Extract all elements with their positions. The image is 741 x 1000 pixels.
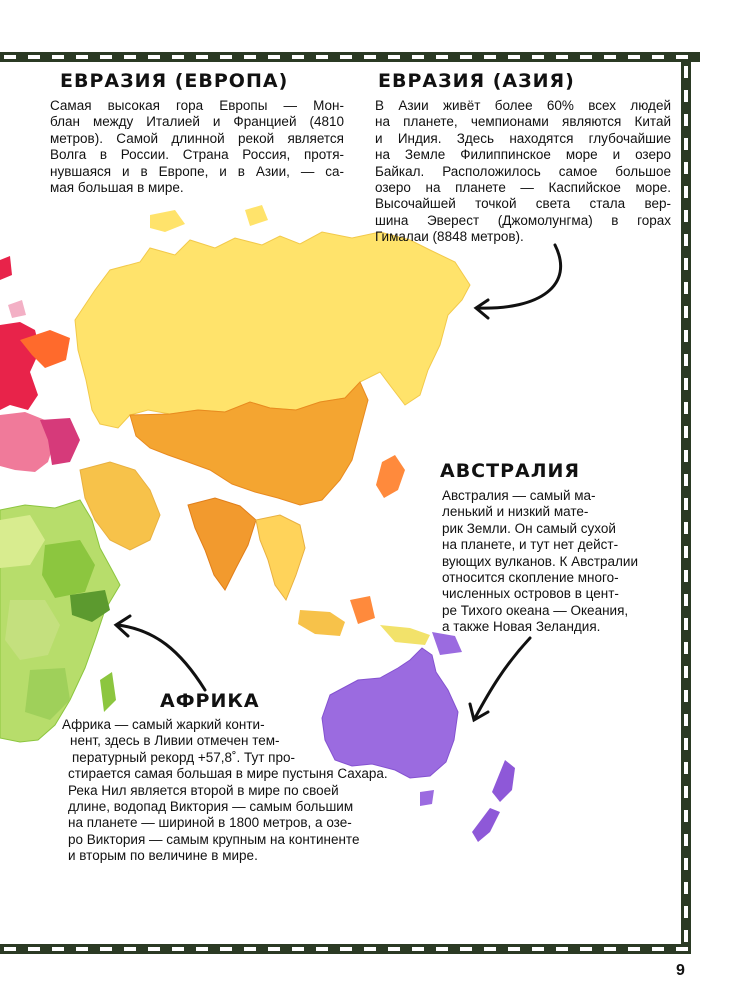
australia-line: ре Тихого океана — Океания,	[442, 602, 629, 618]
africa-title: АФРИКА	[160, 690, 260, 712]
australia-line: численных островов в цент-	[442, 586, 619, 602]
asia-line: и Индия. Здесь находятся глубочайшие	[375, 130, 671, 146]
europe-line: нувшаяся и в Европе, и в Азии, — са-	[50, 163, 344, 179]
africa-line: Африка — самый жаркий конти-	[62, 717, 265, 732]
africa-arrow	[118, 625, 205, 690]
europe-text	[50, 98, 344, 196]
australia-line: а также Новая Зеландия.	[442, 619, 601, 635]
asia-line: Гималаи (8848 метров).	[375, 229, 524, 245]
asia-line: шина Эверест (Джомолунгма) в горах	[375, 212, 671, 228]
europe-line: Самая высокая гора Европы — Мон-	[50, 98, 344, 113]
asia-line: озеро на планете — Каспийское море.	[375, 180, 671, 196]
australia-line: относится скопление много-	[442, 570, 619, 586]
europe-line: мая большая в мире.	[50, 180, 184, 196]
australia-arrow	[475, 638, 530, 718]
asia-line: на Земле Филиппинское море и озеро	[375, 147, 671, 163]
asia-arrow	[478, 245, 561, 308]
asia-text	[375, 98, 671, 246]
europe-title: ЕВРАЗИЯ (ЕВРОПА)	[60, 70, 289, 92]
asia-line: на планете, чемпионами являются Китай	[375, 114, 671, 130]
asia-line: В Азии живёт более 60% всех людей	[375, 98, 671, 113]
africa-line: стирается самая большая в мире пустыня Сахара.	[68, 766, 388, 782]
africa-line: Река Нил является второй в мире по своей	[68, 782, 339, 798]
australia-line: на планете, и тут нет дейст-	[442, 537, 619, 553]
australia-line: ленький и низкий мате-	[442, 504, 589, 520]
africa-text	[0, 717, 400, 865]
africa-line: на планете — шириной в 1800 метров, а озе-	[68, 815, 352, 831]
australia-text	[442, 488, 678, 636]
africa-line: длине, водопад Виктория — самым большим	[68, 799, 354, 815]
asia-map	[75, 205, 470, 655]
europe-map	[0, 256, 80, 472]
africa-line: ро Виктория — самым крупным на континенте	[68, 831, 360, 847]
asia-line: Высочайшей точкой света стала вер-	[375, 196, 671, 212]
europe-line: блан между Италией и Францией (4810	[50, 114, 344, 130]
africa-line: нент, здесь в Ливии отмечен тем-	[70, 733, 280, 749]
africa-map	[0, 500, 120, 742]
asia-title: ЕВРАЗИЯ (АЗИЯ)	[378, 70, 575, 92]
australia-line: вующих вулканов. К Австралии	[442, 553, 639, 569]
asia-line: Байкал. Расположилось самое большое	[375, 163, 671, 179]
page-number: 9	[676, 962, 685, 979]
europe-line: метров). Самой длинной рекой является	[50, 130, 344, 146]
australia-line: Австралия — самый ма-	[442, 488, 596, 503]
australia-title: АВСТРАЛИЯ	[440, 460, 581, 482]
europe-line: Волга в России. Страна Россия, протя-	[50, 147, 344, 163]
africa-line: пературный рекорд +57,8˚. Тут про-	[72, 749, 295, 765]
africa-line: и вторым по величине в мире.	[68, 848, 258, 864]
australia-line: рик Земли. Он самый сухой	[442, 520, 616, 536]
